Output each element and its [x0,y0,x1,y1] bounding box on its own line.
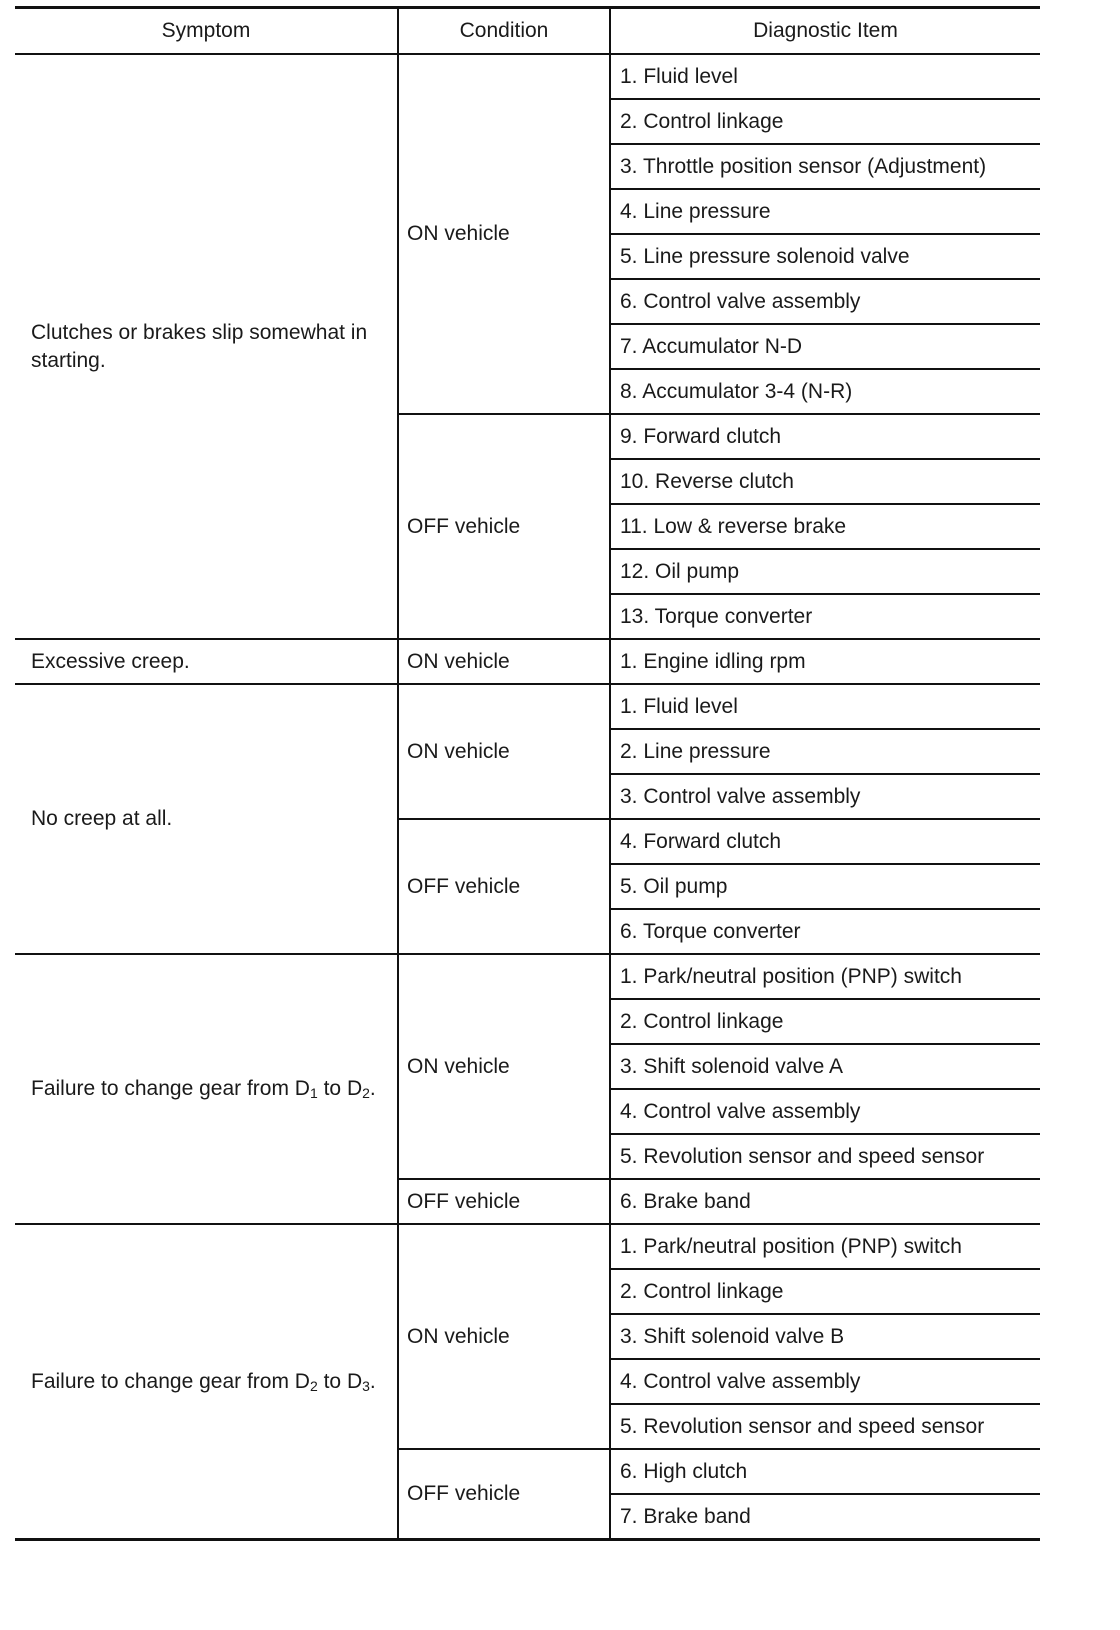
condition-cell: OFF vehicle [398,414,610,639]
diagnostic-table [15,9,1040,1538]
table-row [15,684,1040,729]
diagnostic-item-cell: 9. Forward clutch [610,414,1040,459]
symptom-cell: No creep at all. [15,684,398,954]
diagnostic-item-cell: 2. Control linkage [610,99,1040,144]
diagnostic-item-cell: 5. Line pressure solenoid valve [610,234,1040,279]
table-row [15,54,1040,99]
diagnostic-item-cell: 3. Throttle position sensor (Adjustment) [610,144,1040,189]
diagnostic-item-cell: 4. Forward clutch [610,819,1040,864]
diagnostic-item-cell: 2. Control linkage [610,999,1040,1044]
diagnostic-item-cell: 6. High clutch [610,1449,1040,1494]
condition-cell: ON vehicle [398,954,610,1179]
diagnostic-item-cell: 7. Brake band [610,1494,1040,1538]
header-condition: Condition [398,9,610,54]
diagnostic-item-cell: 2. Line pressure [610,729,1040,774]
symptom-cell: Clutches or brakes slip somewhat in starting. [31,321,368,372]
condition-cell: ON vehicle [398,684,610,819]
diagnostic-item-cell: 1. Engine idling rpm [610,639,1040,684]
diagnostic-item-cell: 3. Control valve assembly [610,774,1040,819]
diagnostic-item-cell: 1. Fluid level [610,54,1040,99]
diagnostic-item-cell: 13. Torque converter [610,594,1040,639]
condition-cell: ON vehicle [398,639,610,684]
diagnostic-item-cell: 4. Control valve assembly [610,1089,1040,1134]
diagnostic-item-cell: 6. Control valve assembly [610,279,1040,324]
condition-cell: ON vehicle [398,1224,610,1449]
table-row [15,639,1040,684]
diagnostic-item-cell: 6. Torque converter [610,909,1040,954]
diagnostic-item-cell: 3. Shift solenoid valve B [610,1314,1040,1359]
header-diagnostic-item: Diagnostic Item [610,9,1040,54]
diagnostic-item-cell: 1. Park/neutral position (PNP) switch [610,954,1040,999]
diagnostic-item-cell: 3. Shift solenoid valve A [610,1044,1040,1089]
header-symptom: Symptom [15,9,398,54]
diagnostic-item-cell: 5. Oil pump [610,864,1040,909]
table-row [15,954,1040,999]
diagnostic-item-cell: 6. Brake band [610,1179,1040,1224]
diagnostic-item-cell: 10. Reverse clutch [610,459,1040,504]
symptom-cell: Excessive creep. [15,639,398,684]
table-row [15,1224,1040,1269]
diagnostic-item-cell: 12. Oil pump [610,549,1040,594]
condition-cell: OFF vehicle [398,1179,610,1224]
diagnostic-item-cell: 7. Accumulator N-D [610,324,1040,369]
diagnostic-item-cell: 1. Park/neutral position (PNP) switch [610,1224,1040,1269]
symptom-cell: Failure to change gear from $D_1$ to $D_2$. [15,954,398,1224]
diagnostic-item-cell: 5. Revolution sensor and speed sensor [610,1134,1040,1179]
header-row [15,9,1040,54]
condition-cell: OFF vehicle [398,819,610,954]
diagnostic-item-cell: 1. Fluid level [610,684,1040,729]
table-body [15,54,1040,1538]
condition-cell: OFF vehicle [398,1449,610,1538]
diagnostic-table-page [15,6,1040,1541]
diagnostic-item-cell: 4. Line pressure [610,189,1040,234]
diagnostic-item-cell: 5. Revolution sensor and speed sensor [610,1404,1040,1449]
symptom-cell: Failure to change gear from $D_2$ to $D_3$. [15,1224,398,1538]
diagnostic-item-cell: 11. Low & reverse brake [610,504,1040,549]
diagnostic-item-cell: 4. Control valve assembly [610,1359,1040,1404]
diagnostic-item-cell: 2. Control linkage [610,1269,1040,1314]
diagnostic-item-cell: 8. Accumulator 3-4 (N-R) [610,369,1040,414]
condition-cell: ON vehicle [398,54,610,414]
bottom-rule [15,1538,1040,1541]
